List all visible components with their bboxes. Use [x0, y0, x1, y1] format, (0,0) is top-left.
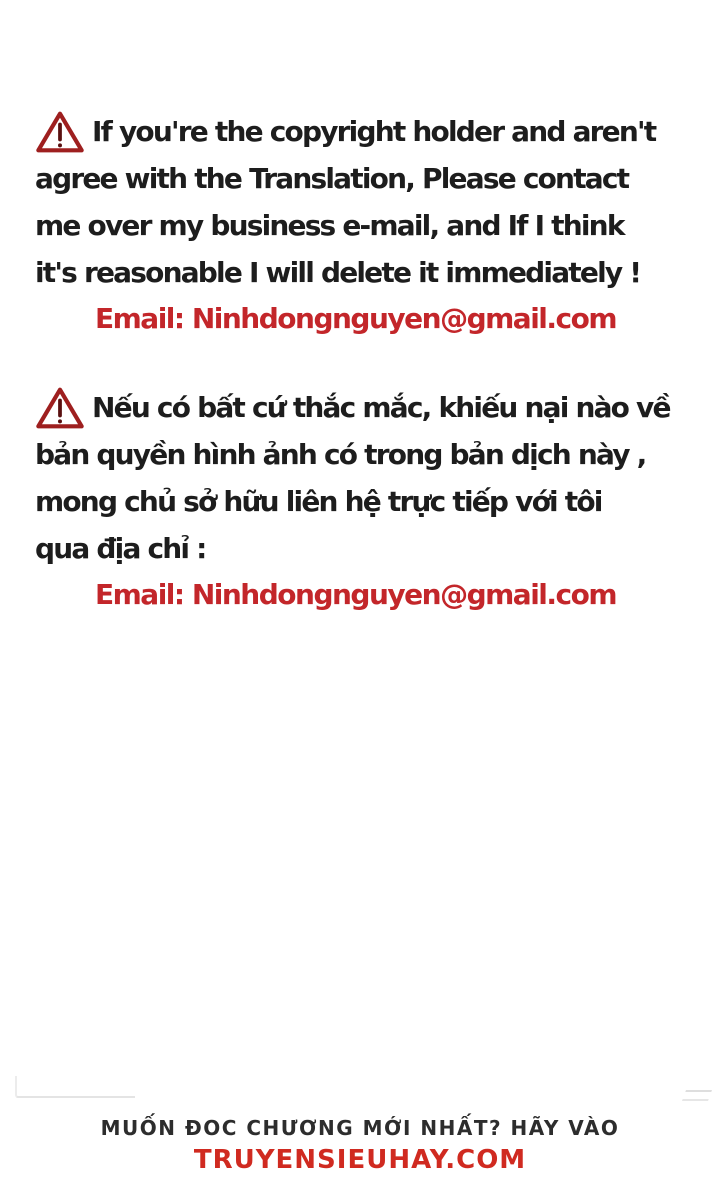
warning-text-line: qua địa chỉ : [35, 532, 206, 565]
panel-corner-artifact [15, 1076, 135, 1098]
warning-triangle-icon [35, 385, 85, 431]
warning-block-english [35, 0, 710, 340]
warning-text-line: agree with the Translation, Please contact [35, 162, 629, 195]
footer-cta-text: MUỐN ĐOC CHƯƠNG MỚI NHẤT? HÃY VÀO [100, 1116, 620, 1140]
warning-text: Nếu có bất cứ thắc mắc, khiếu nại nào về [92, 391, 670, 424]
warning-text-line: bản quyền hình ảnh có trong bản dịch này , [35, 438, 646, 471]
warning-text-line [35, 108, 710, 155]
warning-text-line [35, 384, 710, 431]
footer-site-name: TRUYENSIEUHAY.COM [193, 1145, 527, 1175]
warning-block-vietnamese [35, 384, 710, 616]
warning-triangle-icon [35, 109, 85, 155]
warning-text-line: it's reasonable I will delete it immediately ! [35, 256, 641, 289]
warning-text: If you're the copyright holder and aren't [92, 115, 656, 148]
email-line: Email: Ninhdongnguyen@gmail.com [95, 302, 617, 335]
email-line: Email: Ninhdongnguyen@gmail.com [95, 578, 617, 611]
warning-text-line: me over my business e-mail, and If I think [35, 209, 624, 242]
footer [0, 1112, 720, 1176]
warning-text-line: mong chủ sở hữu liên hệ trực tiếp với tôi [35, 485, 602, 518]
scan-artifact [682, 1090, 712, 1101]
